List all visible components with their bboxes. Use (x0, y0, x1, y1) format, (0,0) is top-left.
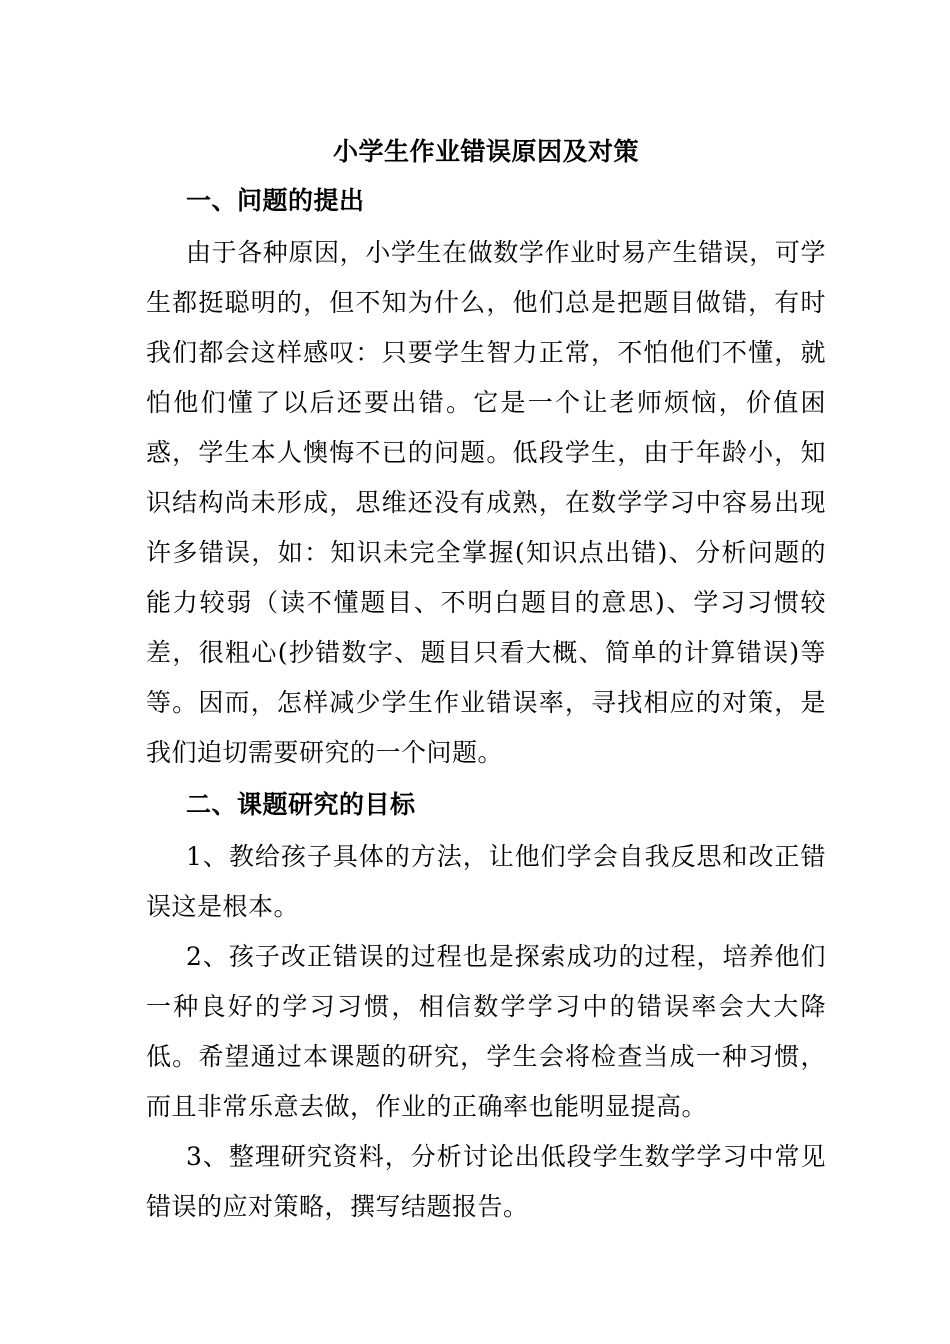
paragraph-goal-2: 2、孩子改正错误的过程也是探索成功的过程，培养他们一种良好的学习习惯，相信数学学习中的错误率会大大降低。希望通过本课题的研究，学生会将检查当成一种习惯，而且非常乐意去做，作业的正确率也能明显提高。 (146, 942, 826, 1121)
section-heading-goals: 二、课题研究的目标 (186, 790, 416, 819)
paragraph-problem: 由于各种原因，小学生在做数学作业时易产生错误，可学生都挺聪明的，但不知为什么，他们总是把题目做错，有时我们都会这样感叹：只要学生智力正常，不怕他们不懂，就怕他们懂了以后还要出错。它是一个让老师烦恼，价值困惑，学生本人懊悔不已的问题。低段学生，由于年龄小，知识结构尚未形成，思维还没有成熟，在数学学习中容易出现许多错误，如：知识未完全掌握(知识点出错)、分析问题的能力较弱（读不懂题目、不明白题目的意思)、学习习惯较差，很粗心(抄错数字、题目只看大概、简单的计算错误)等等。因而，怎样减少学生作业错误率，寻找相应的对策，是我们迫切需要研究的一个问题。 (146, 238, 826, 767)
section-heading-problem: 一、问题的提出 (186, 186, 365, 215)
paragraph-goal-3: 3、整理研究资料，分析讨论出低段学生数学学习中常见错误的应对策略，撰写结题报告。 (146, 1142, 826, 1221)
paragraph-goal-1: 1、教给孩子具体的方法，让他们学会自我反思和改正错误这是根本。 (146, 842, 826, 921)
document-body (146, 130, 826, 1232)
document-title: 小学生作业错误原因及对策 (332, 137, 639, 166)
